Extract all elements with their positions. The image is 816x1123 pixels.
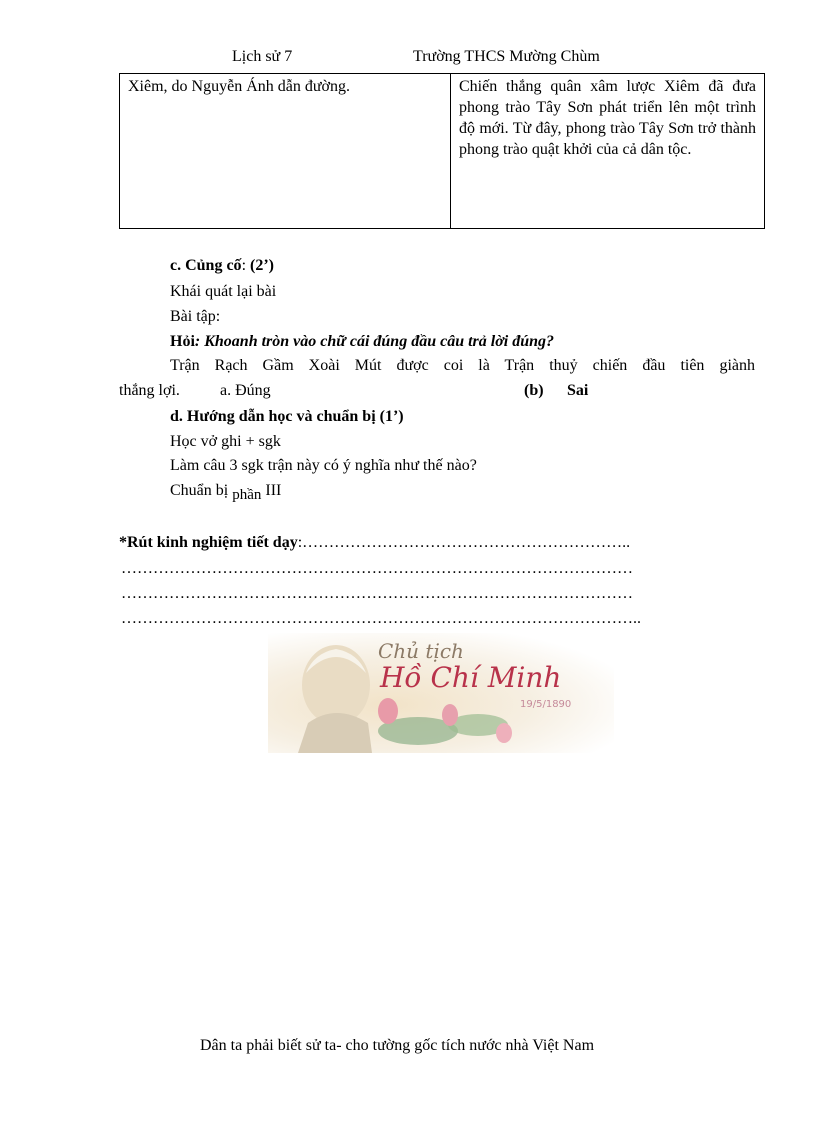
question-label: Hỏi: [170, 333, 195, 350]
picture-date: 19/5/1890: [520, 699, 572, 710]
table-cell-right: Chiến thắng quân xâm lược Xiêm đã đưa phong trào Tây Sơn phát triển lên một trình độ mới. Từ đây, phong trào Tây Sơn trở thành phong trào quật khởi của cả dân tộc.: [451, 74, 765, 229]
lesson-table: [119, 73, 765, 229]
question-line: [170, 333, 554, 351]
huongdan-line3-b: phần: [232, 487, 262, 503]
statement-line2: thắng lợi.: [119, 382, 180, 399]
cungco-line1: Khái quát lại bài: [170, 283, 277, 300]
cungco-heading: c. Củng cố: [170, 257, 242, 274]
option-a: a. Đúng: [220, 382, 271, 399]
lotus-flower-icon: [496, 723, 512, 743]
header-school: Trường THCS Mường Chùm: [413, 48, 600, 65]
huongdan-line2: Làm câu 3 sgk trận này có ý nghĩa như thế nào?: [170, 457, 477, 474]
option-b-label: (b): [524, 382, 544, 399]
huongdan-line1: Học vở ghi + sgk: [170, 433, 281, 450]
statement-line1: Trận Rạch Gầm Xoài Mút được coi là Trận thuỷ chiến đầu tiên giành: [170, 357, 755, 374]
huongdan-line3-c: III: [265, 482, 282, 499]
rutkinh-line: [119, 534, 630, 552]
picture-title-2: Hồ Chí Minh: [380, 661, 562, 694]
cungco-time: (2’): [250, 257, 274, 274]
cungco-heading-line: c. Củng cố: (2’): [170, 257, 274, 274]
huongdan-line3-a: Chuẩn bị: [170, 482, 229, 499]
option-b: Sai: [567, 382, 589, 399]
ho-chi-minh-picture: [268, 633, 614, 753]
table-cell-left: Xiêm, do Nguyễn Ánh dẫn đường.: [120, 74, 451, 229]
huongdan-heading: d. Hướng dẫn học và chuẩn bị (1’): [170, 408, 404, 425]
lotus-flower-icon: [442, 704, 458, 726]
rutkinh-label: *Rút kinh nghiệm tiết dạy: [119, 534, 298, 551]
footer-motto: Dân ta phải biết sử ta- cho tường gốc tích nước nhà Việt Nam: [200, 1037, 595, 1054]
dots-line-3: ……………………………………………………………………………………..: [121, 610, 641, 627]
huongdan-line3: [170, 482, 282, 503]
cungco-line2: Bài tập:: [170, 308, 221, 325]
rutkinh-dots: :……………………………………………………..: [297, 534, 631, 551]
dots-line-2: ……………………………………………………………………………………: [121, 585, 633, 602]
picture-title-1: Chủ tịch: [378, 639, 464, 663]
dots-line-1: ……………………………………………………………………………………: [121, 560, 633, 577]
question-text: : Khoanh tròn vào chữ cái đúng đầu câu trả lời đúng?: [194, 333, 555, 350]
lotus-flower-icon: [378, 698, 398, 724]
header-subject: Lịch sử 7: [232, 48, 293, 65]
portrait-shoulders: [298, 713, 372, 753]
